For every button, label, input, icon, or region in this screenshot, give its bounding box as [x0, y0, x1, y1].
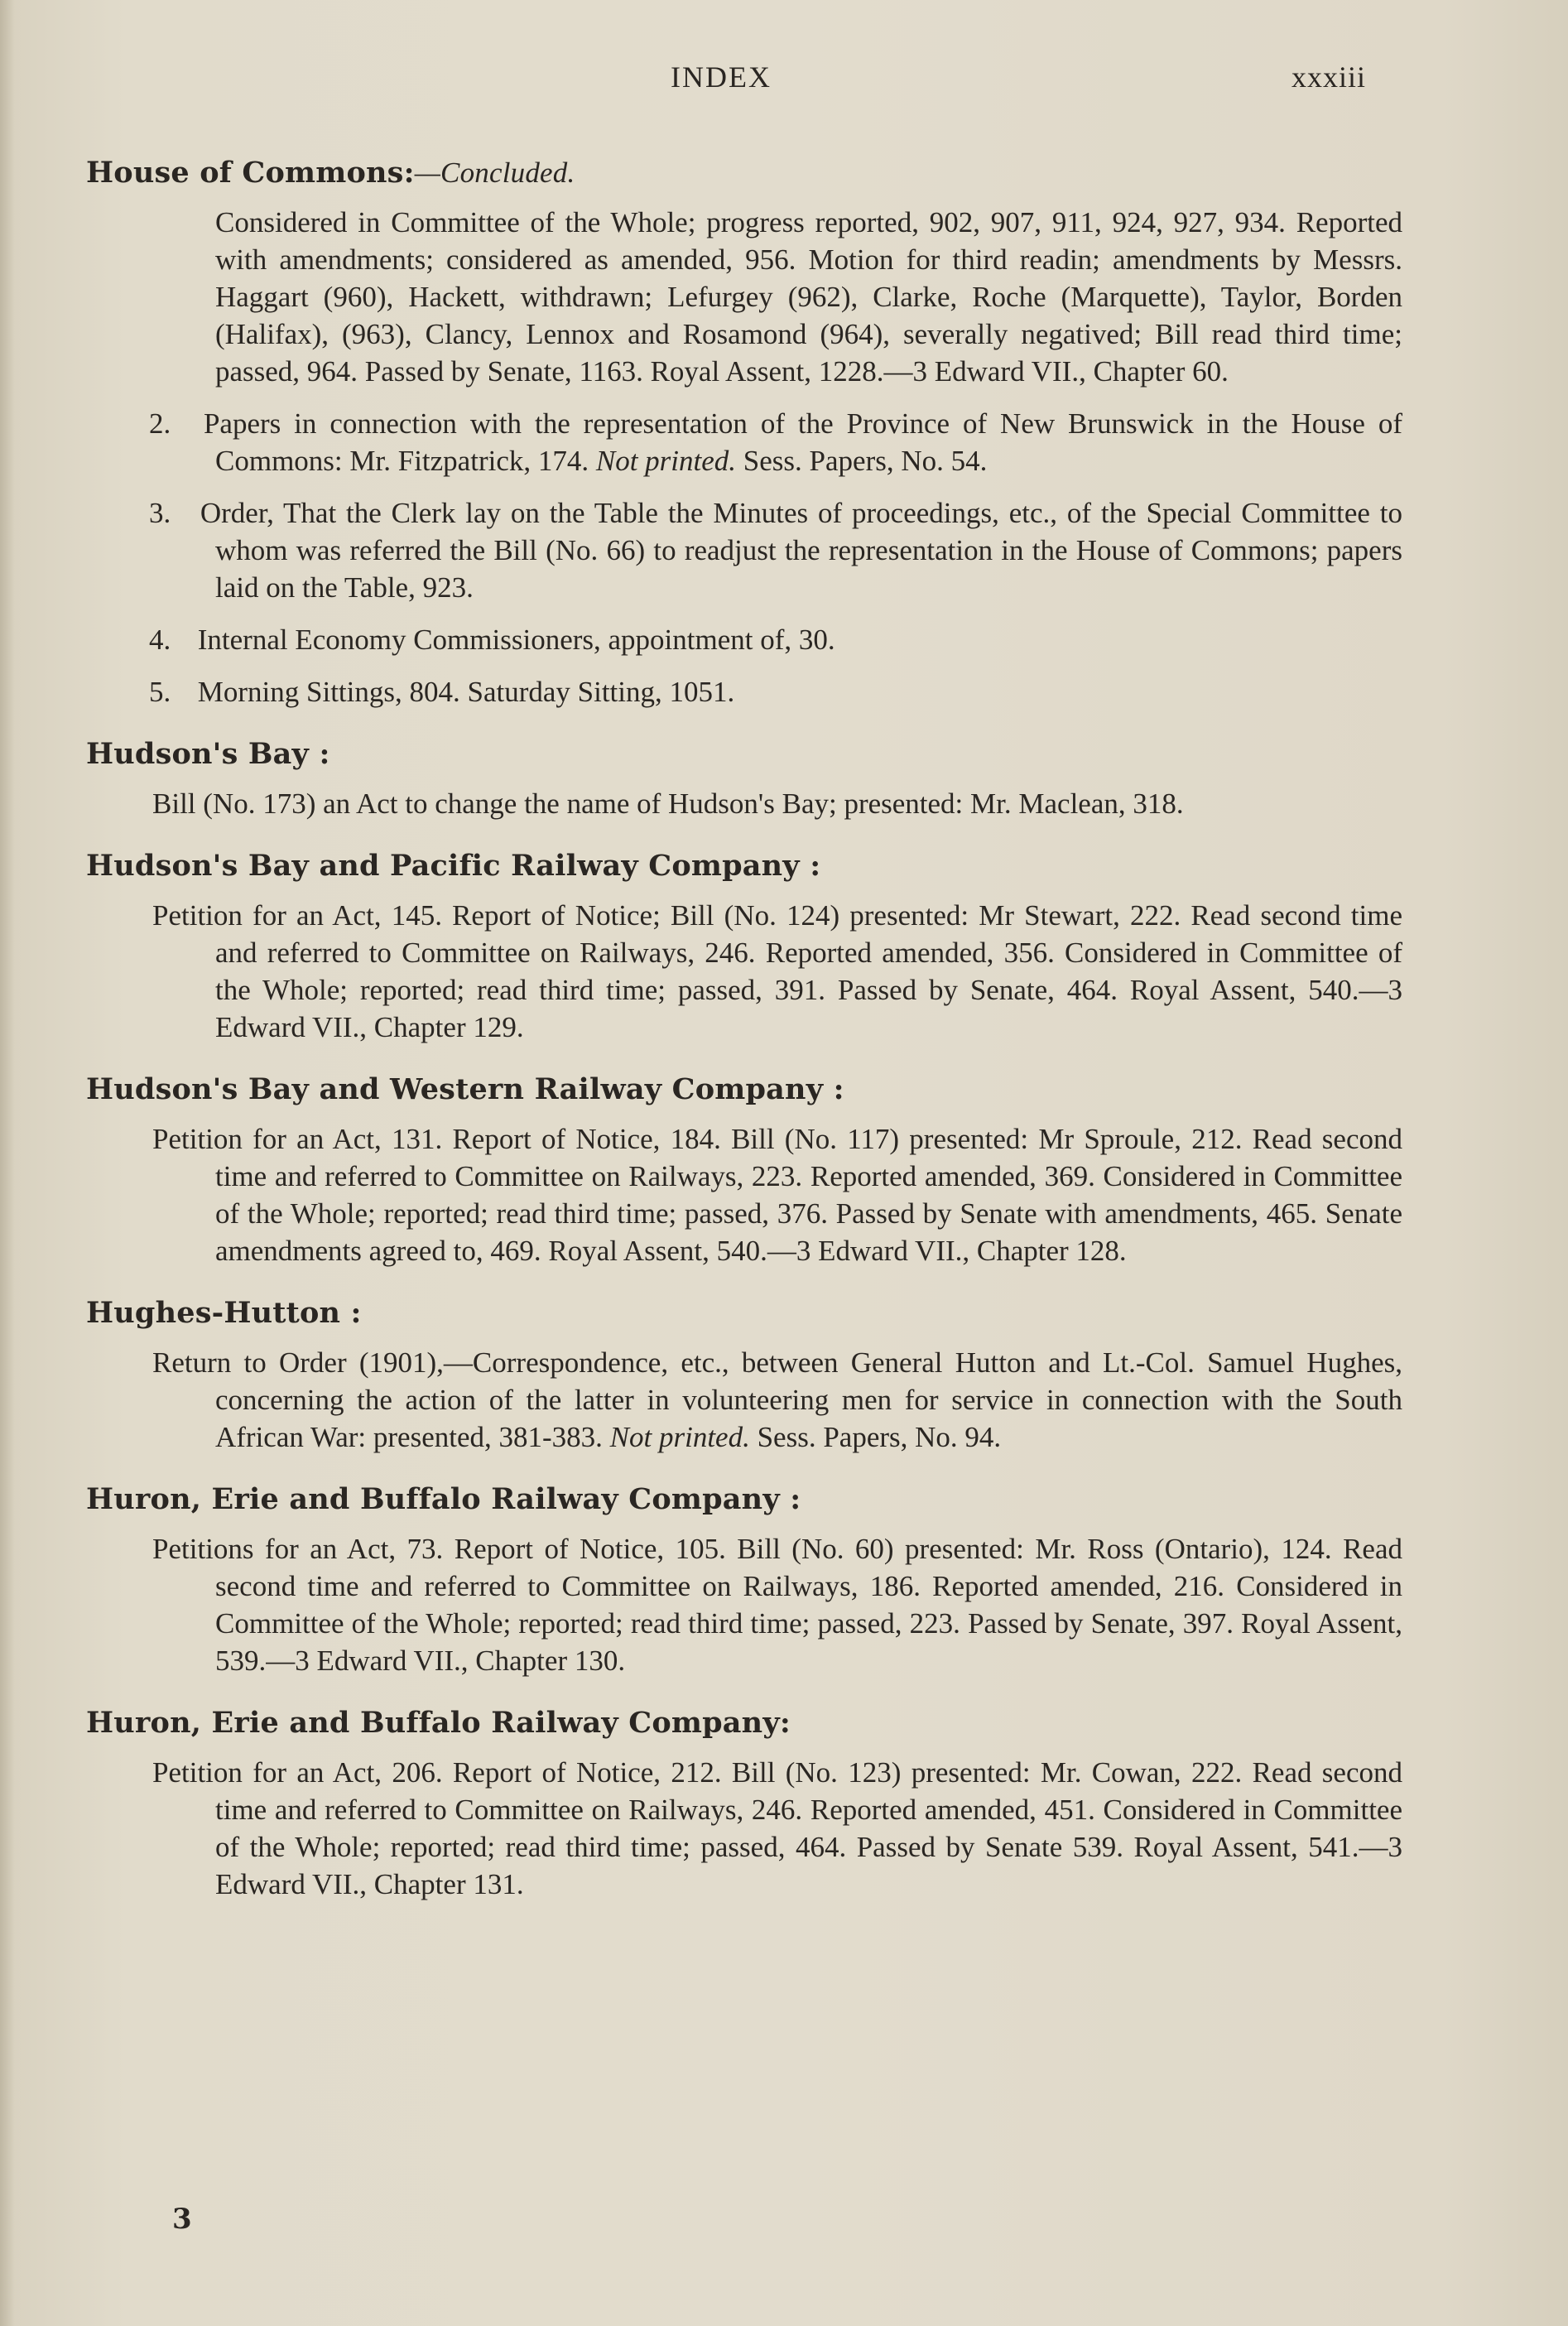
paragraph-text: Petition for an Act, 131. Report of Notice, 184. Bill (No. 117) presented: Mr Sproule, 212. Read second time and referred to Committee on Railways, 223. Reported amended, 369. Considered in Committee of the Whole; reported; read third time; passed, 376. Passed by Senate with amendments, 465. Senate amendments agreed to, 469. Royal Assent, 540.—3 Edward VII., Chapter 128.: [152, 1123, 1402, 1267]
entry-heading: Hughes-Hutton :: [86, 1296, 362, 1330]
paragraph-text: Order, That the Clerk lay on the Table the Minutes of proceedings, etc., of the Special Committee to whom was referred the Bill (No. 66) to readjust the representation in the House of Commons; papers laid on the Table, 923.: [200, 497, 1402, 604]
paragraph-text: Petition for an Act, 206. Report of Notice, 212. Bill (No. 123) presented: Mr. Cowan, 222. Read second time and referred to Committee on Railways, 246. Reported amended, 451. Considered in Committee of the Whole; reported; read third time; passed, 464. Passed by Senate 539. Royal Assent, 541.—3 Edward VII., Chapter 131.: [152, 1756, 1402, 1900]
paragraph-text: Return to Order (1901),—Correspondence, etc., between General Hutton and Lt.-Col. Samuel Hughes, concerning the action of the latter in volunteering men for service in connection with the South African War: presented, 381-383.: [152, 1346, 1402, 1453]
numbered-paragraph: [86, 673, 1402, 710]
index-entry: [86, 735, 1402, 822]
entry-heading: Hudson's Bay and Pacific Railway Company :: [86, 849, 821, 883]
signature-mark: 3: [172, 2203, 192, 2236]
paragraph-number: 5.: [149, 676, 171, 708]
not-printed-note: Not printed.: [595, 445, 737, 477]
numbered-paragraph: [86, 494, 1402, 606]
paragraph-number: 3.: [149, 497, 171, 529]
paragraph-number: 2.: [149, 407, 171, 440]
index-entry: [86, 154, 1402, 710]
entry-paragraph: [86, 1344, 1402, 1456]
paragraph-text: Papers in connection with the representation of the Province of New Brunswick in the House of Commons: Mr. Fitzpatrick, 174.: [203, 407, 1403, 477]
entry-heading: Hudson's Bay and Western Railway Company :: [86, 1072, 844, 1106]
numbered-paragraph: [86, 621, 1402, 658]
running-title: INDEX: [671, 60, 772, 94]
paragraph-text: Considered in Committee of the Whole; progress reported, 902, 907, 911, 924, 927, 934. Reported with amendments; considered as amended, 956. Motion for third readin; amendments by Messrs. Haggart (960), Hackett, withdrawn; Lefurgey (962), Clarke, Roche (Marquette), Taylor, Borden (Halifax), (963), Clancy, Lennox and Rosamond (964), severally negatived; Bill read third time; passed, 964. Passed by Senate, 1163. Royal Assent, 1228.—3 Edward VII., Chapter 60.: [215, 206, 1402, 388]
index-entry: [86, 1704, 1402, 1903]
entry-paragraph: [86, 785, 1402, 822]
entry-heading: Huron, Erie and Buffalo Railway Company:: [86, 1706, 791, 1740]
entry-heading-text: House of Commons:: [86, 156, 415, 190]
entry-heading: [86, 154, 1402, 192]
index-entry: [86, 1481, 1402, 1679]
numbered-paragraph: [86, 405, 1402, 479]
entry-paragraph: [86, 204, 1402, 390]
entry-heading: Huron, Erie and Buffalo Railway Company :: [86, 1482, 801, 1516]
entry-paragraph: [86, 1530, 1402, 1679]
index-entry: [86, 847, 1402, 1046]
entry-paragraph: [86, 1120, 1402, 1269]
page-number-roman: xxxiii: [1291, 60, 1367, 94]
paragraph-text: Morning Sittings, 804. Saturday Sitting, 1051.: [197, 676, 735, 708]
index-entry: [86, 1071, 1402, 1269]
page-edge-shadow: [0, 0, 15, 2326]
index-content: [86, 154, 1402, 1928]
index-entry: [86, 1294, 1402, 1456]
entry-paragraph: [86, 897, 1402, 1046]
paragraph-number: 4.: [149, 624, 171, 656]
paragraph-text: Bill (No. 173) an Act to change the name of Hudson's Bay; presented: Mr. Maclean, 318.: [152, 787, 1184, 820]
paragraph-tail: Sess. Papers, No. 54.: [736, 445, 988, 477]
entry-heading: Hudson's Bay :: [86, 737, 330, 771]
paragraph-text: Internal Economy Commissioners, appointment of, 30.: [197, 624, 835, 656]
paragraph-text: Petitions for an Act, 73. Report of Notice, 105. Bill (No. 60) presented: Mr. Ross (Ontario), 124. Read second time and referred to Committee on Railways, 186. Reported amended, 216. Considered in Committee of the Whole; reported; read third time; passed, 223. Passed by Senate, 397. Royal Assent, 539.—3 Edward VII., Chapter 130.: [152, 1533, 1402, 1677]
paragraph-text: Petition for an Act, 145. Report of Notice; Bill (No. 124) presented: Mr Stewart, 222. Read second time and referred to Committee on Railways, 246. Reported amended, 356. Considered in Committee of the Whole; reported; read third time; passed, 391. Passed by Senate, 464. Royal Assent, 540.—3 Edward VII., Chapter 129.: [152, 899, 1402, 1043]
paragraph-tail: Sess. Papers, No. 94.: [749, 1421, 1002, 1453]
not-printed-note: Not printed.: [602, 1421, 750, 1453]
entry-paragraph: [86, 1754, 1402, 1903]
entry-heading-continued: —Concluded.: [414, 157, 575, 189]
running-head: [0, 60, 1568, 109]
